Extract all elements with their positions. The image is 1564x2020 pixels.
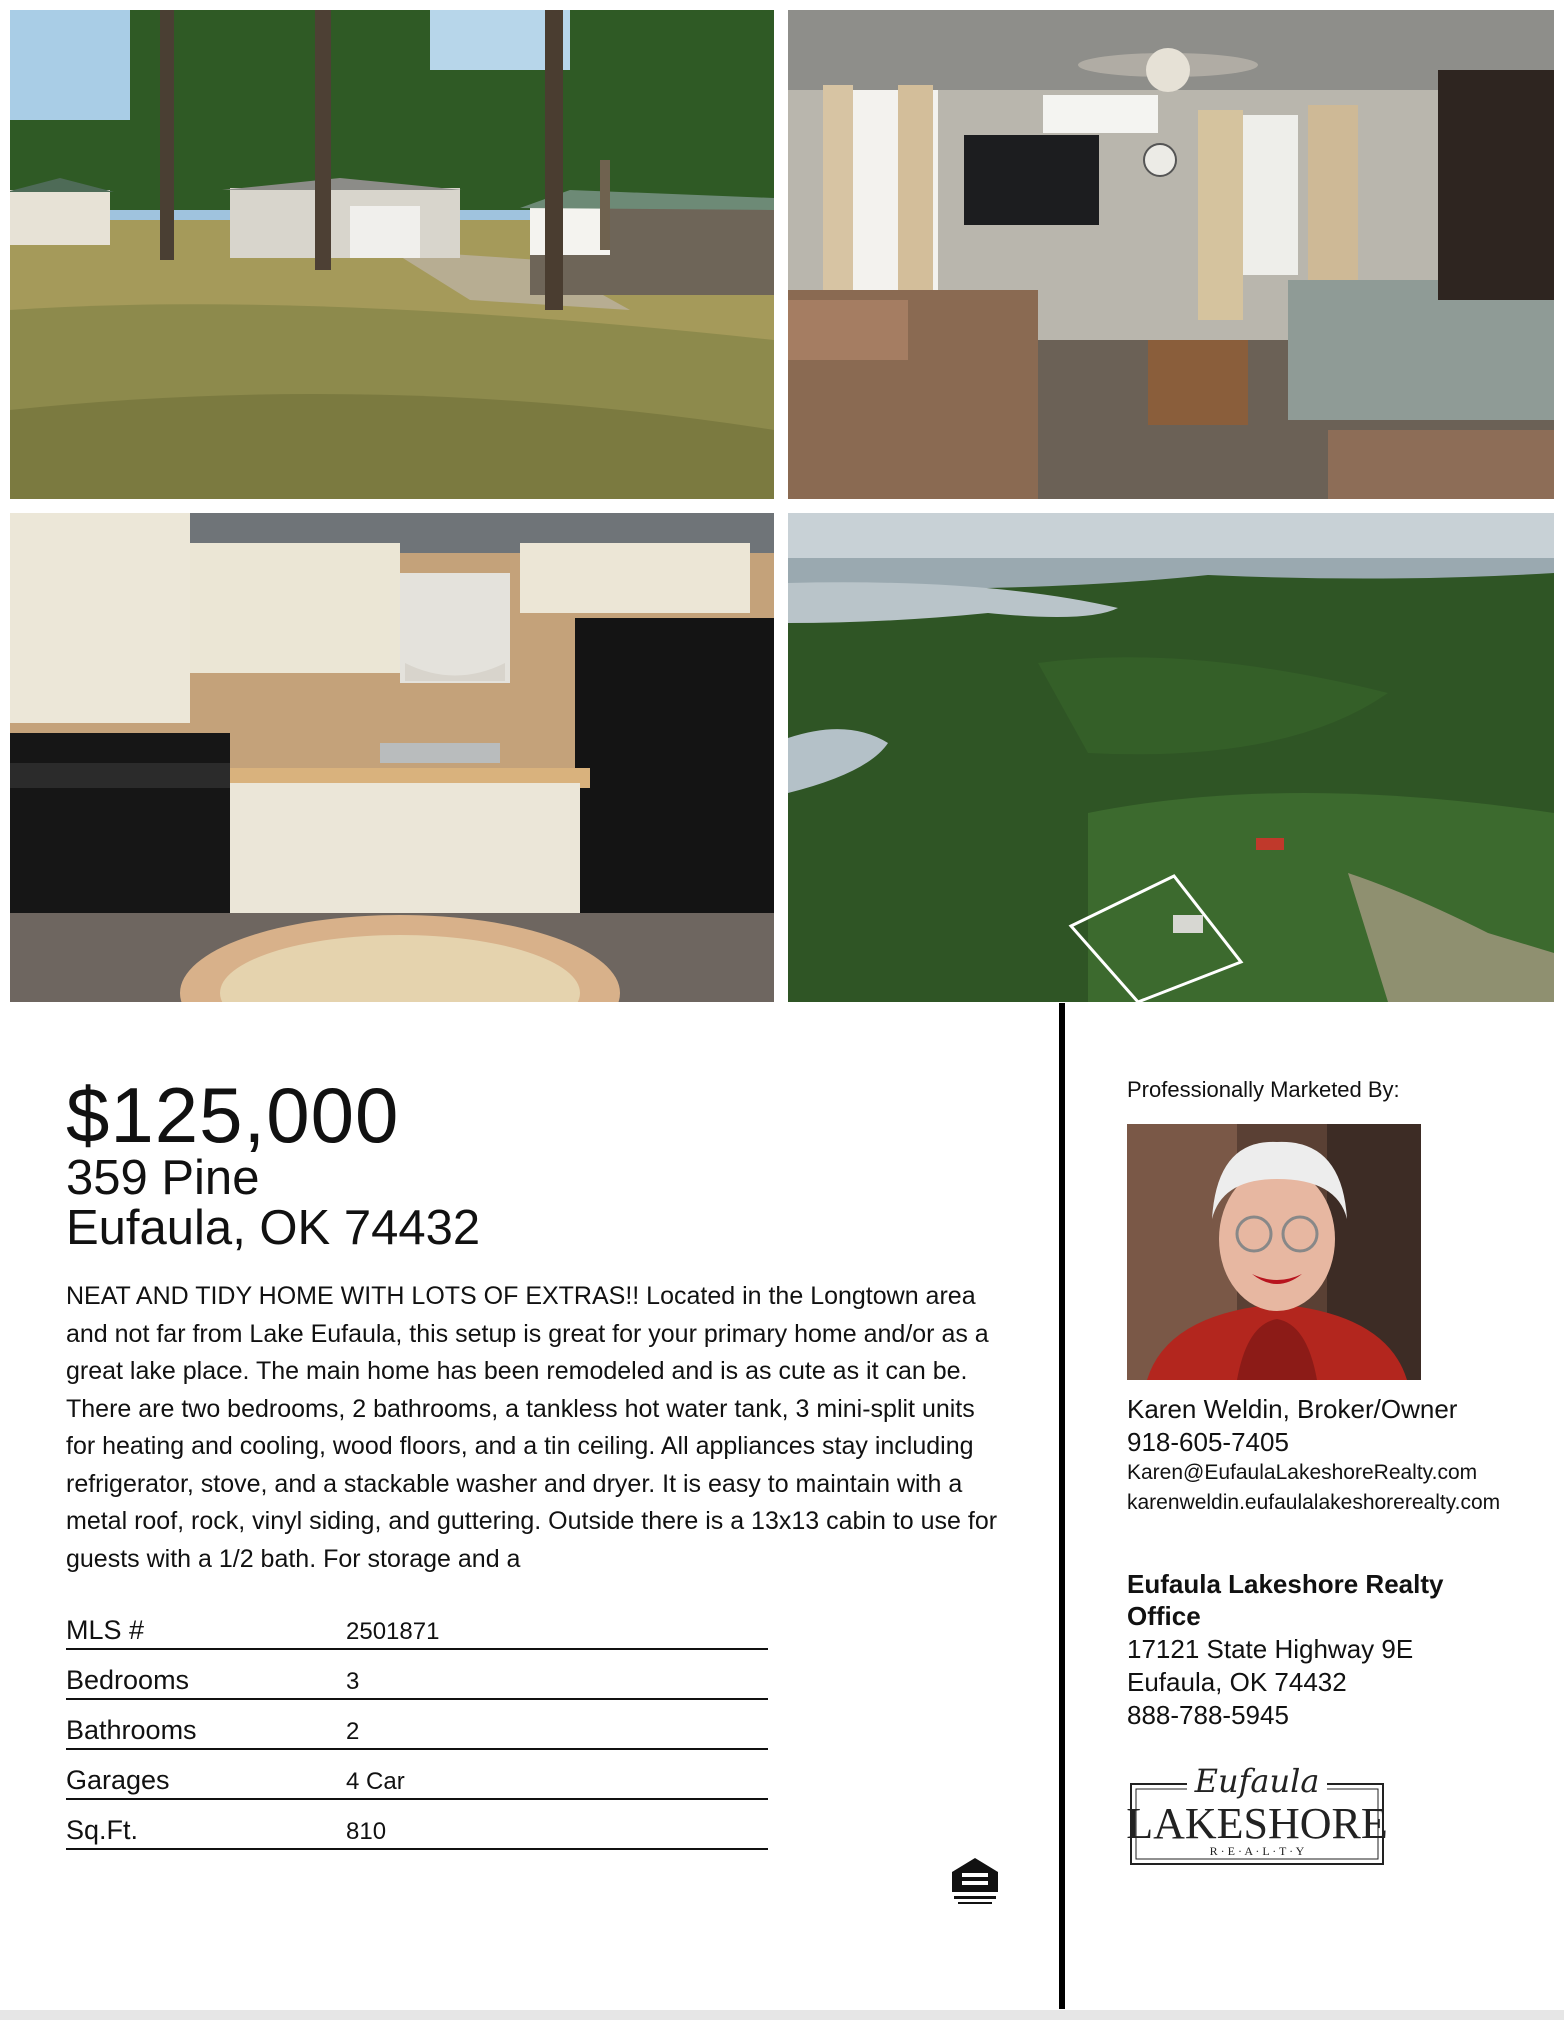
agent-website[interactable]: karenweldin.eufaulalakeshorerealty.com [1127,1491,1501,1514]
office-name: Eufaula Lakeshore Realty Office [1127,1569,1444,1631]
fact-row-bedrooms [66,1650,768,1700]
fact-value: 2501871 [346,1618,440,1645]
office-street: 17121 State Highway 9E [1127,1634,1414,1664]
bottom-strip [0,2010,1564,2020]
agent-photo [1127,1124,1421,1380]
living-room-photo [788,10,1554,499]
brokerage-logo [1127,1752,1387,1870]
fact-value: 4 Car [346,1768,405,1795]
fact-label: MLS # [66,1615,145,1645]
fact-row-bathrooms [66,1700,768,1750]
logo-main: LAKESHORE [1127,1799,1387,1848]
agent-email[interactable]: Karen@EufaulaLakeshoreRealty.com [1127,1461,1478,1484]
fact-label: Bathrooms [66,1715,197,1745]
aerial-lake-photo [788,513,1554,1002]
fact-row-garages [66,1750,768,1800]
logo-script: Eufaula [1194,1762,1320,1800]
column-divider [1059,1003,1065,2009]
fact-value: 810 [346,1818,387,1845]
fact-label: Sq.Ft. [66,1815,139,1845]
office-phone[interactable]: 888-788-5945 [1127,1700,1289,1730]
facts-table [66,1600,768,1850]
fact-label: Bedrooms [66,1665,190,1695]
fact-value: 2 [346,1718,360,1745]
fact-label: Garages [66,1765,170,1795]
listing-price: $125,000 [66,1071,400,1159]
marketed-by-label: Professionally Marketed By: [1127,1077,1400,1102]
equal-housing-icon [950,1856,1000,1908]
address-street: 359 Pine [66,1151,260,1205]
fact-row-mls [66,1600,768,1650]
office-city: Eufaula, OK 74432 [1127,1667,1347,1697]
logo-sub: R · E · A · L · T · Y [1209,1844,1305,1858]
fact-row-sqft [66,1800,768,1850]
agent-phone[interactable]: 918-605-7405 [1127,1427,1289,1457]
exterior-yard-photo [10,10,774,499]
address-city: Eufaula, OK 74432 [66,1201,481,1255]
fact-value: 3 [346,1668,360,1695]
listing-description: NEAT AND TIDY HOME WITH LOTS OF EXTRAS!! Located in the Longtown area and not far from Lake Eufaula, this setup is great for your primary home and/or as a great lake place. The main home has been remodeled and is as cute as it can be. There are two bedrooms, 2 bathrooms, a tankless hot water tank, 3 mini-split units for heating and cooling, wood floors, and a tin ceiling. All appliances stay including refrigerator, stove, and a stackable washer and dryer. It is easy to maintain with a metal roof, rock, vinyl siding, and guttering. Outside there is a 13x13 cabin to use for guests with a 1/2 bath. For storage and a [66,1282,998,1573]
kitchen-photo [10,513,774,1002]
agent-name: Karen Weldin, Broker/Owner [1127,1394,1458,1424]
